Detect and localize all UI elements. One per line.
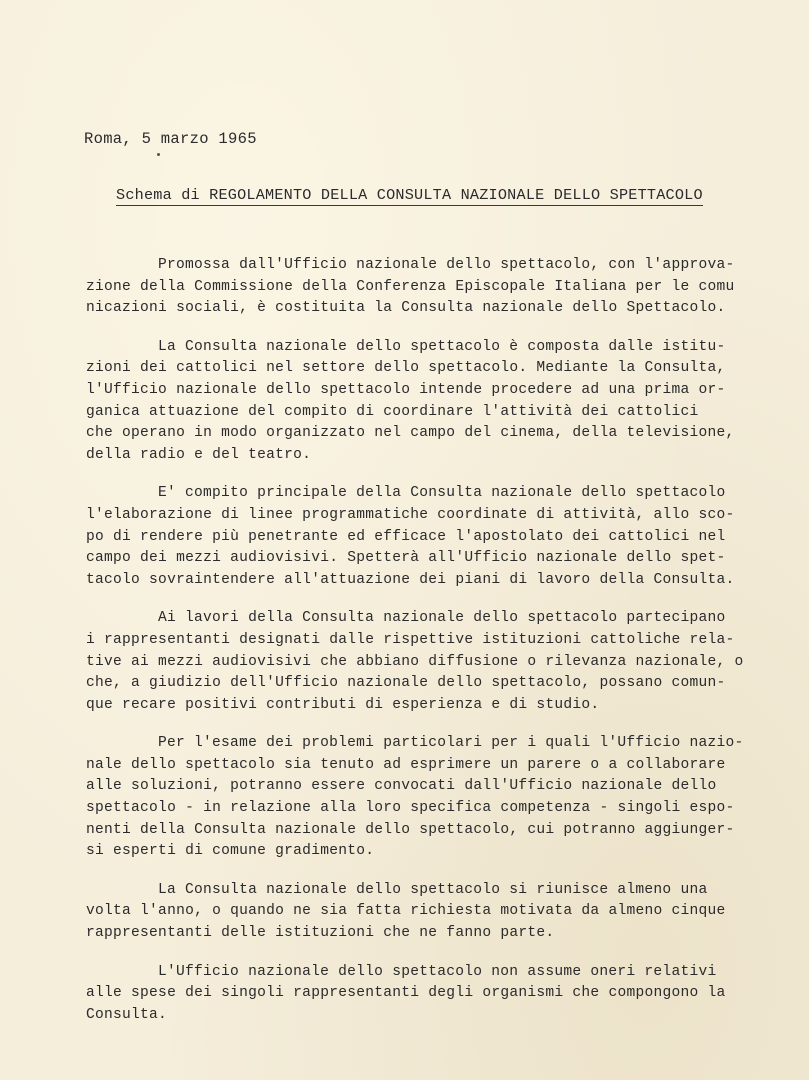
paragraph-line: ganica attuazione del compito di coordinare l'attività dei cattolici [86, 403, 699, 420]
paragraph-line: Consulta. [86, 1006, 168, 1023]
paragraph-line: La Consulta nazionale dello spettacolo si riunisce almeno una [158, 881, 708, 898]
paragraph-1 [86, 255, 766, 320]
paragraph-line: zioni dei cattolici nel settore dello spettacolo. Mediante la Consulta, [86, 360, 726, 377]
paragraph-line: alle spese dei singoli rappresentanti degli organismi che compongono la [86, 985, 726, 1002]
paragraph-line: si esperti di comune gradimento. [86, 843, 375, 860]
paragraph-line: i rappresentanti designati dalle rispettive istituzioni cattoliche rela- [86, 631, 735, 648]
paragraph-line: campo dei mezzi audiovisivi. Spetterà all'Ufficio nazionale dello spet- [86, 550, 726, 567]
paragraph-line: La Consulta nazionale dello spettacolo è composta dalle istitu- [158, 338, 726, 355]
paragraph-line: l'elaborazione di linee programmatiche coordinate di attività, allo sco- [86, 506, 735, 523]
paragraph-line: l'Ufficio nazionale dello spettacolo intende procedere ad una prima or- [86, 381, 726, 398]
paragraph-line: que recare positivi contributi di esperienza e di studio. [86, 696, 600, 713]
paragraph-5 [86, 733, 766, 863]
paragraph-line: tive ai mezzi audiovisivi che abbiano diffusione o rilevanza nazionale, o [86, 653, 744, 670]
paragraph-line: nale dello spettacolo sia tenuto ad esprimere un parere o a collaborare [86, 756, 726, 773]
document-body [86, 255, 766, 1043]
document-heading: Schema di REGOLAMENTO DELLA CONSULTA NAZIONALE DELLO SPETTACOLO [116, 186, 703, 204]
paragraph-line: tacolo sovraintendere all'attuazione dei piani di lavoro della Consulta. [86, 571, 735, 588]
paragraph-line: alle soluzioni, potranno essere convocati dall'Ufficio nazionale dello [86, 778, 717, 795]
paragraph-line: Per l'esame dei problemi particolari per i quali l'Ufficio nazio- [158, 735, 744, 752]
paragraph-line: E' compito principale della Consulta nazionale dello spettacolo [158, 485, 726, 502]
paragraph-7 [86, 962, 766, 1027]
dateline: Roma, 5 marzo 1965 [84, 130, 257, 148]
paragraph-line: po di rendere più penetrante ed efficace l'apostolato dei cattolici nel [86, 528, 726, 545]
ink-dot [157, 153, 160, 156]
paragraph-3 [86, 483, 766, 591]
paragraph-line: che operano in modo organizzato nel campo del cinema, della televisione, [86, 425, 735, 442]
paragraph-6 [86, 880, 766, 945]
paragraph-line: rappresentanti delle istituzioni che ne fanno parte. [86, 925, 555, 942]
paragraph-line: nenti della Consulta nazionale dello spettacolo, cui potranno aggiunger- [86, 821, 735, 838]
paragraph-4 [86, 608, 766, 716]
paragraph-line: nicazioni sociali, è costituita la Consulta nazionale dello Spettacolo. [86, 300, 726, 317]
paragraph-line: volta l'anno, o quando ne sia fatta richiesta motivata da almeno cinque [86, 903, 726, 920]
paragraph-line: della radio e del teatro. [86, 446, 312, 463]
paragraph-line: L'Ufficio nazionale dello spettacolo non assume oneri relativi [158, 963, 717, 980]
paragraph-line: Promossa dall'Ufficio nazionale dello spettacolo, con l'approva- [158, 257, 735, 273]
paragraph-line: che, a giudizio dell'Ufficio nazionale dello spettacolo, possano comun- [86, 675, 726, 692]
paragraph-line: zione della Commissione della Conferenza Episcopale Italiana per le comu [86, 278, 735, 295]
paragraph-2 [86, 337, 766, 467]
paragraph-line: spettacolo - in relazione alla loro specifica competenza - singoli espo- [86, 800, 735, 817]
paragraph-line: Ai lavori della Consulta nazionale dello spettacolo partecipano [158, 610, 726, 627]
